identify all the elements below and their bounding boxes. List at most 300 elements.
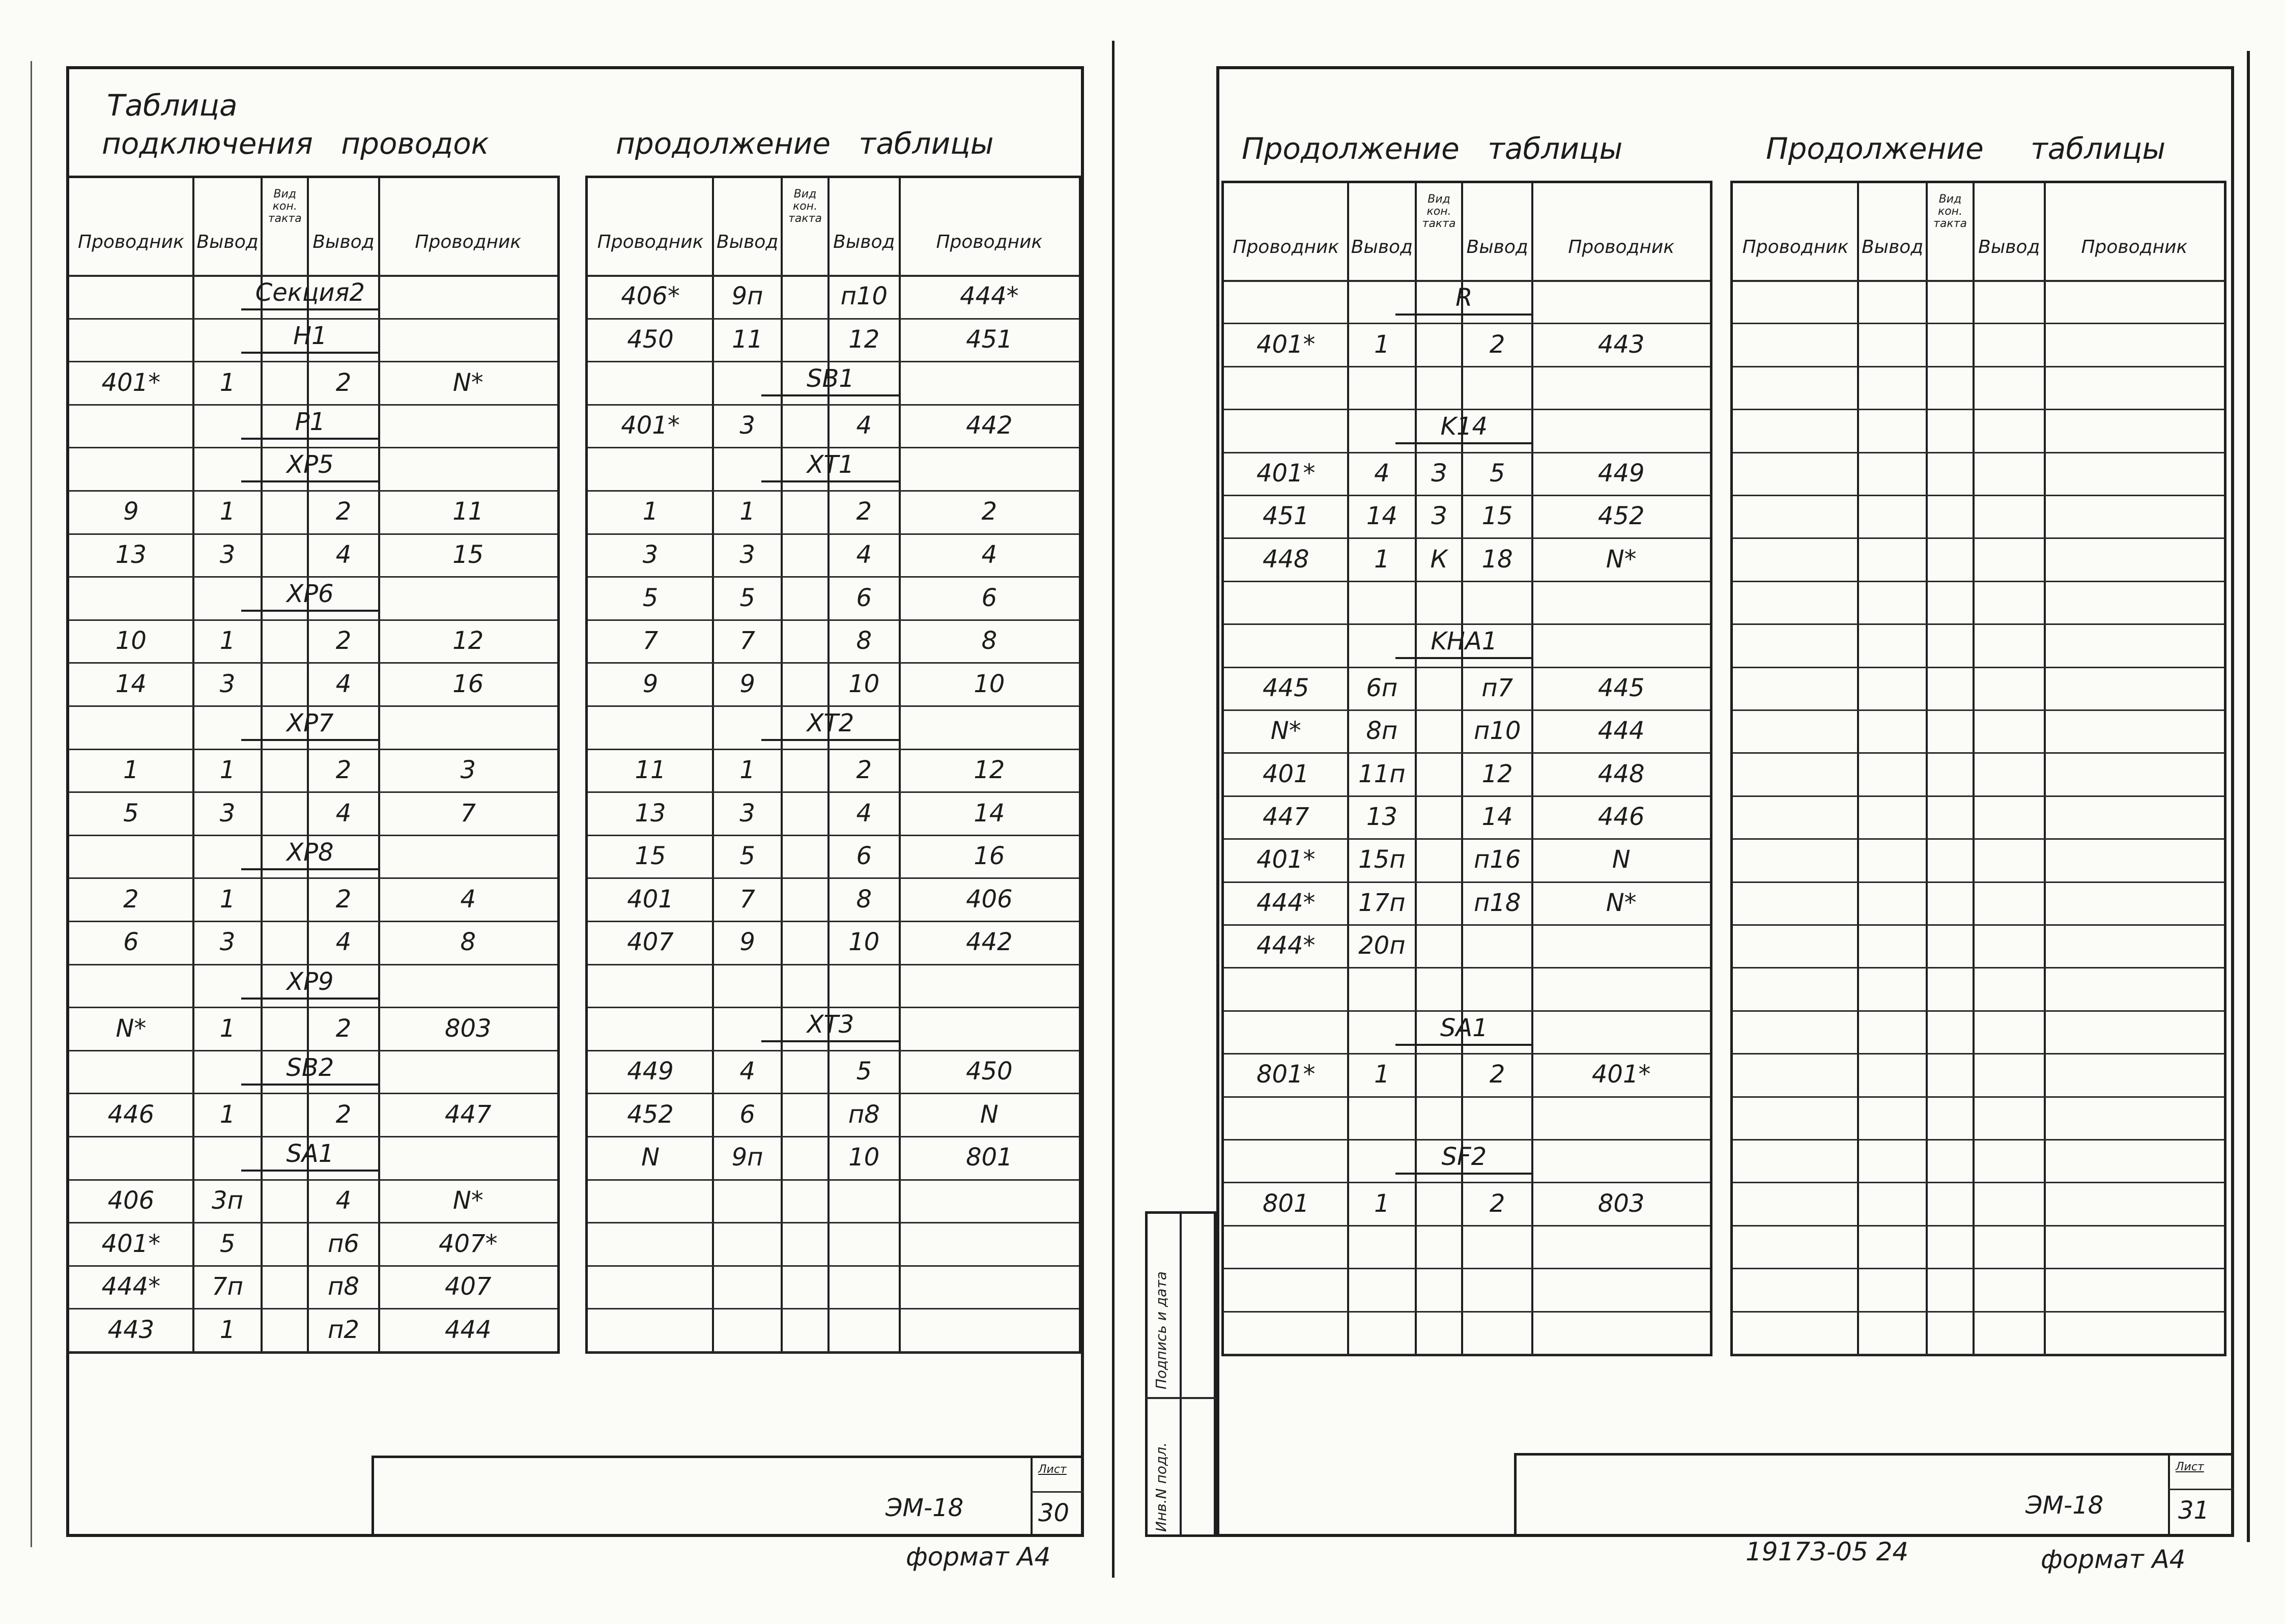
table-cell: 13 <box>1366 803 1397 831</box>
table-row-line <box>1733 1268 2224 1269</box>
table-cell: 12 <box>848 325 880 354</box>
header-conductor-right: Проводник <box>2081 237 2188 258</box>
table-cell: 9 <box>739 669 755 698</box>
table-row-line <box>1733 537 2224 539</box>
right-document-code: ЭМ-18 <box>2025 1491 2104 1520</box>
left-title-block <box>372 1456 1084 1537</box>
table-cell: 2 <box>981 497 997 526</box>
header-terminal-right: Вывод <box>1466 237 1528 258</box>
table-row-line <box>1733 1311 2224 1313</box>
table-header-line <box>1733 280 2224 282</box>
table-cell: 401 <box>627 885 674 914</box>
table-cell: 10 <box>115 626 147 656</box>
table-cell: 10 <box>974 669 1005 698</box>
header-terminal-left: Вывод <box>196 232 259 252</box>
table-cell: 12 <box>452 626 484 656</box>
table-cell: N <box>980 1100 998 1129</box>
table-cell: 8 <box>856 626 872 656</box>
table-row-line <box>1733 1139 2224 1141</box>
table-cell: 8 <box>460 928 476 957</box>
device-section-label: R <box>1395 282 1532 316</box>
table-cell: N* <box>116 1014 147 1043</box>
table-row-line <box>1224 623 1710 625</box>
left-stamp-hline <box>1031 1491 1084 1493</box>
table-cell: 9 <box>739 928 755 957</box>
table-cell: 10 <box>848 928 880 957</box>
table-cell: 15 <box>635 842 666 871</box>
table-cell: 447 <box>444 1100 492 1129</box>
table-cell: З <box>1431 459 1447 488</box>
table-row-line <box>1733 452 2224 453</box>
table-row-line <box>1224 581 1710 582</box>
table-cell: 14 <box>115 669 147 698</box>
left-sheet-label: Лист <box>1038 1463 1067 1476</box>
table-cell: п8 <box>328 1272 359 1301</box>
table-row-line <box>1733 1354 2224 1355</box>
device-section-label: SA1 <box>1395 1012 1532 1046</box>
header-contact-type: Вид кон. такта <box>1422 193 1456 230</box>
table-cell: 803 <box>1597 1189 1645 1218</box>
table-cell: 4 <box>856 799 872 828</box>
table-cell: 2 <box>335 1100 352 1129</box>
table-row-line <box>1224 1268 1710 1269</box>
table-cell: 401 <box>1262 759 1309 788</box>
table-cell: N* <box>452 1186 483 1215</box>
table-cell: 401* <box>1256 845 1316 874</box>
table-cell: 3 <box>460 755 476 784</box>
table-cell: 9 <box>123 497 139 526</box>
left-binding-margin <box>31 61 32 1547</box>
device-section-label: XT1 <box>761 449 900 482</box>
table-cell: 7 <box>460 799 476 828</box>
table-cell: 3п <box>212 1186 243 1215</box>
table-cell: N <box>641 1143 660 1172</box>
table-cell: 401* <box>1256 459 1316 488</box>
table-cell: 3 <box>739 411 755 440</box>
table-cell: 9п <box>731 282 763 311</box>
side-label-inv: Инв.N подл. <box>1153 1442 1169 1532</box>
table-cell: 5 <box>642 583 659 612</box>
table-cell: З <box>1431 502 1447 531</box>
table-row-line <box>1224 1096 1710 1098</box>
table-cell: 15 <box>452 540 484 569</box>
header-contact-type: Вид кон. такта <box>268 188 302 225</box>
device-section-label: SA1 <box>241 1138 379 1172</box>
table-cell: 9 <box>642 669 659 698</box>
table-cell: 14 <box>974 799 1005 828</box>
device-section-label: XT3 <box>761 1009 900 1042</box>
table-cell: 801 <box>1262 1189 1309 1218</box>
table-cell: 20п <box>1358 931 1406 960</box>
table-cell: 443 <box>1597 330 1645 359</box>
table-row-line <box>1733 838 2224 840</box>
header-conductor-left: Проводник <box>597 232 704 252</box>
right-sheet-label: Лист <box>2176 1461 2204 1473</box>
table-row-line <box>69 447 557 448</box>
table-cell: 14 <box>1366 502 1397 531</box>
right-stamp-hline <box>2168 1489 2234 1490</box>
table-cell: 2 <box>1489 330 1505 359</box>
right-title-block <box>1514 1453 2234 1537</box>
table-cell: 7 <box>739 626 755 656</box>
connection-table-3 <box>1221 181 1712 1356</box>
table-cell: К <box>1430 545 1448 574</box>
table-row-line <box>1224 409 1710 410</box>
table-cell: 407* <box>438 1229 498 1258</box>
table-cell: 12 <box>974 755 1005 784</box>
table-cell: 14 <box>1481 803 1513 831</box>
table-row-line <box>1733 623 2224 625</box>
device-section-label: XP6 <box>241 578 379 612</box>
table-cell: 13 <box>635 799 666 828</box>
table-cell: 15 <box>1481 502 1513 531</box>
table-row-line <box>588 1179 1079 1181</box>
table-cell: 4 <box>856 411 872 440</box>
device-section-label: XP9 <box>241 966 379 1000</box>
table-cell: 16 <box>974 842 1005 871</box>
table-cell: 1 <box>219 1014 236 1043</box>
table-cell: N* <box>1606 888 1637 917</box>
table-row-line <box>588 1308 1079 1309</box>
table-cell: 448 <box>1262 545 1309 574</box>
table-cell: 444* <box>960 282 1019 311</box>
right-sheet-number: 31 <box>2178 1496 2210 1525</box>
table-row-line <box>69 964 557 965</box>
table-cell: 6 <box>981 583 997 612</box>
table-cell: п6 <box>328 1229 359 1258</box>
device-section-label: Секция2 <box>241 277 379 310</box>
table-cell: 450 <box>966 1057 1013 1086</box>
header-conductor-left: Проводник <box>1233 237 1339 258</box>
header-contact-type: Вид кон. такта <box>788 188 822 225</box>
table-row-line <box>588 964 1079 965</box>
table-row-line <box>1733 409 2224 410</box>
table-cell: 15п <box>1358 845 1406 874</box>
table-cell: 1 <box>1374 1189 1390 1218</box>
table-cell: 6 <box>856 583 872 612</box>
table-cell: п7 <box>1481 673 1513 702</box>
table-cell: N* <box>452 368 483 397</box>
table-cell: 11 <box>452 497 484 526</box>
table-cell: 407 <box>627 928 674 957</box>
header-terminal-left: Вывод <box>1861 237 1924 258</box>
table-cell: 10 <box>848 1143 880 1172</box>
side-strip-divider <box>1180 1211 1182 1537</box>
header-terminal-right: Вывод <box>833 232 895 252</box>
header-terminal-left: Вывод <box>716 232 779 252</box>
table-cell: 406 <box>107 1186 155 1215</box>
table-cell: 4 <box>335 799 352 828</box>
table-column-line <box>2044 183 2046 1354</box>
table-cell: 13 <box>115 540 147 569</box>
table-cell: 7 <box>642 626 659 656</box>
table-cell: 2 <box>856 497 872 526</box>
device-section-label: H1 <box>241 320 379 354</box>
table-cell: 1 <box>219 755 236 784</box>
table-cell: 401* <box>1591 1060 1651 1089</box>
connection-table-4-empty <box>1730 181 2226 1356</box>
table-cell: 406 <box>966 885 1013 914</box>
table-cell: 4 <box>981 540 997 569</box>
left-format-label: формат А4 <box>906 1542 1051 1572</box>
right-sheet-outer-edge <box>2247 51 2250 1542</box>
right-bottom-code: 19173-05 24 <box>1746 1537 1909 1566</box>
table-row-line <box>1224 366 1710 367</box>
table-cell: 9п <box>731 1143 763 1172</box>
table-cell: 2 <box>335 1014 352 1043</box>
table-cell: 8 <box>856 885 872 914</box>
table-row-line <box>588 1265 1079 1267</box>
table-cell: 2 <box>856 755 872 784</box>
table-cell: 1 <box>219 1100 236 1129</box>
table-cell: 447 <box>1262 803 1309 831</box>
table-row-line <box>1224 1354 1710 1355</box>
table-row-line <box>588 447 1079 448</box>
table-cell: 18 <box>1481 545 1513 574</box>
table-cell: 3 <box>219 928 236 957</box>
right-continuation-title-right: Продолжение таблицы <box>1766 131 2166 166</box>
table-cell: 6 <box>123 928 139 957</box>
table-cell: 452 <box>627 1100 674 1129</box>
table-cell: 6п <box>1366 673 1398 702</box>
table-row-line <box>69 835 557 836</box>
table-cell: 11 <box>732 325 763 354</box>
table-cell: п10 <box>1473 717 1521 746</box>
table-cell: 5 <box>739 583 755 612</box>
table-cell: 444* <box>1256 888 1316 917</box>
table-cell: 4 <box>856 540 872 569</box>
table-row-line <box>1733 1096 2224 1098</box>
table-cell: 5 <box>219 1229 236 1258</box>
table-cell: 10 <box>848 669 880 698</box>
header-conductor-right: Проводник <box>936 232 1043 252</box>
table-cell: 1 <box>123 755 139 784</box>
table-cell: N <box>1612 845 1631 874</box>
left-title-line2: подключения проводок <box>102 126 489 161</box>
table-cell: 451 <box>1262 502 1309 531</box>
table-cell: 445 <box>1262 673 1309 702</box>
table-cell: 444* <box>1256 931 1316 960</box>
table-cell: 1 <box>739 755 755 784</box>
table-cell: 445 <box>1597 673 1645 702</box>
table-row-line <box>1733 366 2224 367</box>
table-cell: 5 <box>856 1057 872 1086</box>
table-row-line <box>69 1050 557 1051</box>
table-row-line <box>1733 924 2224 926</box>
table-cell: 16 <box>452 669 484 698</box>
header-conductor-right: Проводник <box>415 232 522 252</box>
table-row-line <box>1224 1311 1710 1313</box>
table-cell: 2 <box>123 885 139 914</box>
table-row-line <box>69 404 557 406</box>
page-divider <box>1112 41 1115 1578</box>
table-cell: 7 <box>739 885 755 914</box>
left-continuation-title: продолжение таблицы <box>616 126 994 161</box>
table-row-line <box>588 1222 1079 1223</box>
table-cell: 1 <box>1374 330 1390 359</box>
table-cell: 2 <box>335 497 352 526</box>
table-cell: 5 <box>739 842 755 871</box>
table-cell: 4 <box>1374 459 1390 488</box>
table-cell: 3 <box>739 799 755 828</box>
table-cell: 442 <box>966 928 1013 957</box>
table-cell: 2 <box>1489 1189 1505 1218</box>
table-row-line <box>1733 709 2224 711</box>
table-row-line <box>1733 881 2224 883</box>
table-cell: 4 <box>739 1057 755 1086</box>
table-cell: 803 <box>444 1014 492 1043</box>
table-cell: 407 <box>444 1272 492 1301</box>
table-cell: п18 <box>1473 888 1521 917</box>
table-cell: 444* <box>101 1272 161 1301</box>
table-row-line <box>1733 1010 2224 1012</box>
table-column-line <box>1973 183 1975 1354</box>
table-cell: 401* <box>101 1229 161 1258</box>
table-cell: 5 <box>123 799 139 828</box>
table-row-line <box>69 705 557 707</box>
table-row-line <box>1224 967 1710 968</box>
table-cell: 446 <box>107 1100 155 1129</box>
table-cell: п8 <box>848 1100 880 1129</box>
table-cell: 6 <box>856 842 872 871</box>
table-cell: 4 <box>460 885 476 914</box>
table-cell: 5 <box>1489 459 1505 488</box>
table-row-line <box>69 576 557 578</box>
table-row-line <box>1224 1225 1710 1227</box>
table-cell: 1 <box>1374 545 1390 574</box>
table-cell: 17п <box>1358 888 1406 917</box>
table-cell: 451 <box>966 325 1013 354</box>
side-strip-hline <box>1145 1397 1216 1399</box>
table-cell: 401* <box>621 411 680 440</box>
table-row-line <box>69 1136 557 1137</box>
header-terminal-right: Вывод <box>312 232 375 252</box>
header-contact-type: Вид кон. такта <box>1933 193 1967 230</box>
table-cell: 801* <box>1256 1060 1316 1089</box>
table-cell: 450 <box>627 325 674 354</box>
table-column-line <box>1857 183 1859 1354</box>
table-cell: 406* <box>621 282 680 311</box>
device-section-label: KHA1 <box>1395 625 1532 659</box>
device-section-label: SB1 <box>761 363 900 396</box>
table-cell: 11п <box>1358 759 1406 788</box>
table-cell: 2 <box>1489 1060 1505 1089</box>
device-section-label: XP8 <box>241 837 379 870</box>
table-row-line <box>1733 1053 2224 1055</box>
table-row-line <box>1733 795 2224 797</box>
table-cell: 8 <box>981 626 997 656</box>
table-cell: 4 <box>335 1186 352 1215</box>
table-cell: 1 <box>219 497 236 526</box>
connection-table-2 <box>585 176 1081 1354</box>
header-terminal-left: Вывод <box>1351 237 1413 258</box>
table-cell: 401* <box>101 368 161 397</box>
table-cell: 2 <box>335 885 352 914</box>
table-cell: 11 <box>635 755 666 784</box>
table-cell: 2 <box>335 755 352 784</box>
table-row-line <box>1733 1225 2224 1227</box>
right-stamp-divider <box>2168 1453 2170 1537</box>
device-section-label: XP7 <box>241 707 379 741</box>
table-cell: 443 <box>107 1315 155 1344</box>
header-conductor-left: Проводник <box>1742 237 1849 258</box>
table-row-line <box>1224 1139 1710 1141</box>
table-cell: 449 <box>1597 459 1645 488</box>
table-cell: 2 <box>335 368 352 397</box>
table-cell: N* <box>1270 717 1301 746</box>
table-cell: 4 <box>335 928 352 957</box>
table-cell: 6 <box>739 1100 755 1129</box>
table-cell: п16 <box>1473 845 1521 874</box>
table-cell: 2 <box>335 626 352 656</box>
device-section-label: XP5 <box>241 449 379 482</box>
table-cell: 8п <box>1366 717 1398 746</box>
table-cell: 1 <box>219 885 236 914</box>
table-cell: 7п <box>212 1272 243 1301</box>
table-cell: 3 <box>642 540 659 569</box>
right-continuation-title-left: Продолжение таблицы <box>1242 131 1623 166</box>
table-row-line <box>588 361 1079 362</box>
left-document-code: ЭМ-18 <box>886 1494 964 1522</box>
right-format-label: формат А4 <box>2041 1545 2186 1574</box>
table-cell: 1 <box>219 368 236 397</box>
table-row-line <box>1733 967 2224 968</box>
table-cell: 1 <box>642 497 659 526</box>
table-cell: 1 <box>219 1315 236 1344</box>
table-row-line <box>1224 1010 1710 1012</box>
table-cell: 444 <box>444 1315 492 1344</box>
table-cell: 3 <box>219 669 236 698</box>
table-cell: 442 <box>966 411 1013 440</box>
left-title-line1: Таблица <box>107 88 238 123</box>
left-stamp-divider <box>1031 1456 1033 1537</box>
table-cell: 1 <box>219 626 236 656</box>
table-cell: п2 <box>328 1315 359 1344</box>
device-section-label: P1 <box>241 406 379 440</box>
table-cell: 444 <box>1597 717 1645 746</box>
table-row-line <box>588 705 1079 707</box>
connection-table-1 <box>66 176 560 1354</box>
device-section-label: K14 <box>1395 411 1532 444</box>
table-row-line <box>69 1351 557 1353</box>
table-cell: N* <box>1606 545 1637 574</box>
table-cell: 4 <box>335 540 352 569</box>
table-row-line <box>1733 495 2224 496</box>
table-cell: 12 <box>1481 759 1513 788</box>
table-row-line <box>69 318 557 320</box>
header-conductor-right: Проводник <box>1568 237 1675 258</box>
table-cell: 3 <box>739 540 755 569</box>
header-terminal-right: Вывод <box>1978 237 2040 258</box>
device-section-label: XT2 <box>761 707 900 741</box>
table-cell: 3 <box>219 540 236 569</box>
table-cell: п10 <box>840 282 888 311</box>
table-row-line <box>1733 323 2224 324</box>
table-row-line <box>1733 667 2224 668</box>
table-cell: 401* <box>1256 330 1316 359</box>
table-row-line <box>588 1351 1079 1353</box>
device-section-label: SB2 <box>241 1052 379 1086</box>
table-row-line <box>1733 581 2224 582</box>
table-cell: 446 <box>1597 803 1645 831</box>
table-cell: 448 <box>1597 759 1645 788</box>
table-cell: 3 <box>219 799 236 828</box>
table-row-line <box>1733 1182 2224 1183</box>
table-column-line <box>1926 183 1928 1354</box>
table-cell: 1 <box>739 497 755 526</box>
table-cell: 1 <box>1374 1060 1390 1089</box>
table-row-line <box>1733 752 2224 754</box>
